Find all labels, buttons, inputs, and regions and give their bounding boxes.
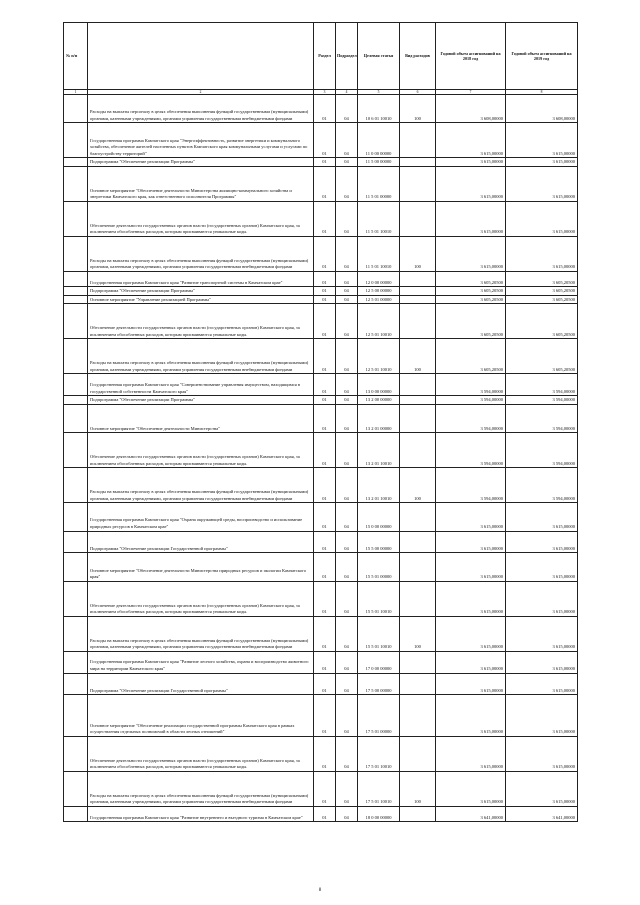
row-razdel: 01	[314, 503, 336, 531]
row-description: Основное мероприятие "Обеспечение деятельности Министерства природных ресурсов и экологии Камчатского края"	[88, 553, 314, 581]
row-razdel: 01	[314, 396, 336, 405]
row-expense-type	[400, 304, 436, 339]
row-description: Подпрограмма "Обеспечение реализации Государственной программы"	[88, 531, 314, 553]
row-number	[64, 123, 88, 158]
table-row	[64, 236, 578, 271]
row-podrazdel: 04	[336, 166, 358, 201]
row-number	[64, 651, 88, 673]
row-podrazdel: 04	[336, 433, 358, 468]
row-podrazdel: 04	[336, 271, 358, 286]
row-volume-2018: 3 605,20500	[436, 271, 506, 286]
row-razdel: 01	[314, 468, 336, 503]
column-number: 6	[400, 90, 436, 95]
row-volume-2018: 3 615,00000	[436, 531, 506, 553]
table-row	[64, 271, 578, 286]
row-razdel: 01	[314, 295, 336, 304]
header-volume-2018: Годовой объем ассигнований на 2018 год	[436, 23, 506, 90]
row-podrazdel: 04	[336, 503, 358, 531]
row-razdel: 01	[314, 404, 336, 432]
row-description: Основное мероприятие "Обеспечение деятельности Министерства"	[88, 404, 314, 432]
row-target-article: 18 0 00 00000	[358, 806, 400, 821]
row-razdel: 01	[314, 433, 336, 468]
row-razdel: 01	[314, 673, 336, 695]
table-row	[64, 201, 578, 236]
row-number	[64, 287, 88, 296]
row-podrazdel: 04	[336, 806, 358, 821]
row-number	[64, 374, 88, 396]
row-volume-2019: 3 594,00000	[506, 468, 578, 503]
row-volume-2019: 3 615,00000	[506, 123, 578, 158]
budget-table-sheet	[63, 22, 577, 822]
row-target-article: 10 6 01 10010	[358, 95, 400, 123]
row-volume-2018: 3 615,00000	[436, 503, 506, 531]
row-description: Основное мероприятие "Обеспечение деятельности Министерства жилищно-коммунального хозяйства и энергетики Камчатского края, как ответственного исполнителя Программы"	[88, 166, 314, 201]
row-volume-2019: 3 605,20500	[506, 271, 578, 286]
row-volume-2019: 3 605,20500	[506, 339, 578, 374]
row-volume-2018: 3 594,00000	[436, 396, 506, 405]
row-number	[64, 468, 88, 503]
row-podrazdel: 04	[336, 95, 358, 123]
row-volume-2019: 3 594,00000	[506, 374, 578, 396]
row-podrazdel: 04	[336, 581, 358, 616]
column-number: 5	[358, 90, 400, 95]
row-volume-2018: 3 615,00000	[436, 771, 506, 806]
row-razdel: 01	[314, 287, 336, 296]
row-expense-type	[400, 287, 436, 296]
row-expense-type	[400, 166, 436, 201]
row-podrazdel: 04	[336, 736, 358, 771]
row-description: Обеспечение деятельности государственных органов власти (государственных органов) Камчатского края, за исключением обособленных расходов, которым присваиваются уникальные коды.	[88, 433, 314, 468]
row-target-article: 12 5 01 10010	[358, 339, 400, 374]
table-row	[64, 651, 578, 673]
row-podrazdel: 04	[336, 531, 358, 553]
row-description: Государственная программа Камчатского края "Энергоэффективность, развитие энергетики и коммунального хозяйства, обеспечение жителей населенных пунктов Камчатского края коммунальными услугами и услугами по благоустройству территорий"	[88, 123, 314, 158]
row-volume-2019: 3 615,00000	[506, 651, 578, 673]
row-expense-type: 100	[400, 616, 436, 651]
row-expense-type	[400, 158, 436, 167]
row-razdel: 01	[314, 771, 336, 806]
row-volume-2018: 3 605,20500	[436, 339, 506, 374]
row-razdel: 01	[314, 581, 336, 616]
header-volume-2019: Годовой объем ассигнований на 2019 год	[506, 23, 578, 90]
row-expense-type	[400, 673, 436, 695]
row-volume-2019: 3 605,20500	[506, 304, 578, 339]
row-number	[64, 806, 88, 821]
column-number: 7	[436, 90, 506, 95]
row-description: Основное мероприятие "Обеспечение реализации государственной программы Камчатского края в рамках осуществления отдельных полномочий в области лесных отношений"	[88, 695, 314, 737]
row-description: Обеспечение деятельности государственных органов власти (государственных органов) Камчатского края, за исключением обособленных расходов, которым присваиваются уникальные коды.	[88, 304, 314, 339]
row-volume-2018: 3 615,00000	[436, 651, 506, 673]
row-razdel: 01	[314, 158, 336, 167]
row-volume-2019: 3 615,00000	[506, 673, 578, 695]
row-volume-2019: 3 615,00000	[506, 553, 578, 581]
row-volume-2018: 3 615,00000	[436, 736, 506, 771]
row-razdel: 01	[314, 304, 336, 339]
row-volume-2019: 3 615,00000	[506, 236, 578, 271]
row-number	[64, 695, 88, 737]
row-expense-type	[400, 404, 436, 432]
table-row	[64, 295, 578, 304]
row-target-article: 17 0 00 00000	[358, 651, 400, 673]
row-expense-type	[400, 374, 436, 396]
header-target-article: Целевая статья	[358, 23, 400, 90]
row-description: Расходы на выплаты персоналу в целях обеспечения выполнения функций государственными (муниципальными) органами, казенными учреждениями, органами управления государственными внебюджетными фондами	[88, 771, 314, 806]
table-body	[64, 95, 578, 822]
budget-table	[63, 22, 578, 822]
row-number	[64, 433, 88, 468]
row-expense-type	[400, 581, 436, 616]
row-expense-type	[400, 201, 436, 236]
row-volume-2019: 3 615,00000	[506, 158, 578, 167]
row-expense-type	[400, 396, 436, 405]
row-podrazdel: 04	[336, 616, 358, 651]
row-target-article: 15 5 01 10010	[358, 616, 400, 651]
row-target-article: 15 5 00 00000	[358, 531, 400, 553]
row-expense-type	[400, 433, 436, 468]
table-row	[64, 695, 578, 737]
table-row	[64, 616, 578, 651]
header-razdel: Раздел	[314, 23, 336, 90]
page-number: 8	[318, 888, 322, 893]
row-razdel: 01	[314, 374, 336, 396]
row-volume-2019: 3 608,00000	[506, 95, 578, 123]
column-number: 2	[88, 90, 314, 95]
row-volume-2019: 3 615,00000	[506, 531, 578, 553]
column-number: 8	[506, 90, 578, 95]
row-target-article: 15 5 01 00000	[358, 553, 400, 581]
row-number	[64, 404, 88, 432]
row-volume-2019: 3 594,00000	[506, 396, 578, 405]
row-target-article: 13 0 00 00000	[358, 374, 400, 396]
row-podrazdel: 04	[336, 673, 358, 695]
row-volume-2018: 3 615,00000	[436, 553, 506, 581]
row-expense-type: 100	[400, 95, 436, 123]
row-number	[64, 295, 88, 304]
row-volume-2019: 3 615,00000	[506, 771, 578, 806]
row-volume-2018: 3 594,00000	[436, 468, 506, 503]
row-description: Государственная программа Камчатского края "Развитие внутреннего и въездного туризма в Камчатском крае"	[88, 806, 314, 821]
row-volume-2019: 3 615,00000	[506, 616, 578, 651]
row-podrazdel: 04	[336, 695, 358, 737]
row-target-article: 12 5 00 00000	[358, 287, 400, 296]
header-description	[88, 23, 314, 90]
row-target-article: 17 5 01 10010	[358, 736, 400, 771]
row-podrazdel: 04	[336, 468, 358, 503]
row-expense-type	[400, 736, 436, 771]
row-volume-2019: 3 594,00000	[506, 433, 578, 468]
row-razdel: 01	[314, 123, 336, 158]
row-description: Подпрограмма "Обеспечение реализации Программы"	[88, 287, 314, 296]
row-target-article: 11 5 01 10010	[358, 236, 400, 271]
row-description: Обеспечение деятельности государственных органов власти (государственных органов) Камчатского края, за исключением обособленных расходов, которым присваиваются уникальные коды.	[88, 581, 314, 616]
row-volume-2018: 3 615,00000	[436, 236, 506, 271]
row-volume-2018: 3 594,00000	[436, 374, 506, 396]
table-row	[64, 123, 578, 158]
row-description: Государственная программа Камчатского края "Развитие лесного хозяйства, охрана и воспроизводство животного мира на территории Камчатского края"	[88, 651, 314, 673]
row-number	[64, 158, 88, 167]
header-num: № п/п	[64, 23, 88, 90]
row-target-article: 12 5 01 00000	[358, 295, 400, 304]
row-number	[64, 236, 88, 271]
row-volume-2018: 3 594,00000	[436, 404, 506, 432]
row-target-article: 17 5 01 00000	[358, 695, 400, 737]
row-target-article: 13 2 01 10010	[358, 433, 400, 468]
table-row	[64, 166, 578, 201]
row-number	[64, 271, 88, 286]
row-razdel: 01	[314, 651, 336, 673]
row-target-article: 13 2 01 10010	[358, 468, 400, 503]
row-podrazdel: 04	[336, 123, 358, 158]
row-description: Основное мероприятие "Управление реализацией Программы"	[88, 295, 314, 304]
row-expense-type	[400, 531, 436, 553]
row-target-article: 11 0 00 00000	[358, 123, 400, 158]
row-razdel: 01	[314, 95, 336, 123]
header-podrazdel: Подраздел	[336, 23, 358, 90]
row-razdel: 01	[314, 695, 336, 737]
row-number	[64, 581, 88, 616]
row-volume-2018: 3 615,00000	[436, 673, 506, 695]
table-row	[64, 95, 578, 123]
row-expense-type	[400, 553, 436, 581]
row-target-article: 11 5 01 00000	[358, 166, 400, 201]
table-row	[64, 396, 578, 405]
row-volume-2018: 3 608,00000	[436, 95, 506, 123]
row-target-article: 12 5 01 10010	[358, 304, 400, 339]
row-expense-type	[400, 695, 436, 737]
row-razdel: 01	[314, 806, 336, 821]
row-number	[64, 166, 88, 201]
row-volume-2018: 3 615,00000	[436, 695, 506, 737]
row-description: Подпрограмма "Обеспечение реализации Программы"	[88, 158, 314, 167]
row-volume-2019: 3 615,00000	[506, 695, 578, 737]
header-expense-type: Вид расходов	[400, 23, 436, 90]
row-expense-type	[400, 503, 436, 531]
table-row	[64, 503, 578, 531]
row-number	[64, 95, 88, 123]
row-razdel: 01	[314, 736, 336, 771]
row-number	[64, 201, 88, 236]
row-volume-2019: 3 615,00000	[506, 503, 578, 531]
row-description: Расходы на выплаты персоналу в целях обеспечения выполнения функций государственными (муниципальными) органами, казенными учреждениями, органами управления государственными внебюджетными фондами	[88, 339, 314, 374]
row-podrazdel: 04	[336, 236, 358, 271]
row-number	[64, 503, 88, 531]
table-row	[64, 374, 578, 396]
row-podrazdel: 04	[336, 553, 358, 581]
row-target-article: 13 2 00 00000	[358, 396, 400, 405]
row-number	[64, 304, 88, 339]
row-volume-2019: 3 615,00000	[506, 736, 578, 771]
row-razdel: 01	[314, 553, 336, 581]
row-expense-type: 100	[400, 236, 436, 271]
row-podrazdel: 04	[336, 404, 358, 432]
row-number	[64, 531, 88, 553]
row-volume-2018: 3 615,00000	[436, 166, 506, 201]
row-expense-type	[400, 123, 436, 158]
row-razdel: 01	[314, 339, 336, 374]
row-volume-2019: 3 641,00000	[506, 806, 578, 821]
row-description: Обеспечение деятельности государственных органов власти (государственных органов) Камчатского края, за исключением обособленных расходов, которым присваиваются уникальные коды.	[88, 201, 314, 236]
row-expense-type	[400, 651, 436, 673]
row-volume-2019: 3 615,00000	[506, 581, 578, 616]
row-volume-2018: 3 594,00000	[436, 433, 506, 468]
row-podrazdel: 04	[336, 339, 358, 374]
table-row	[64, 673, 578, 695]
table-row	[64, 304, 578, 339]
row-target-article: 12 0 00 00000	[358, 271, 400, 286]
table-row	[64, 339, 578, 374]
row-volume-2018: 3 615,00000	[436, 581, 506, 616]
row-volume-2018: 3 641,00000	[436, 806, 506, 821]
row-target-article: 17 5 00 00000	[358, 673, 400, 695]
row-razdel: 01	[314, 616, 336, 651]
row-podrazdel: 04	[336, 651, 358, 673]
row-description: Обеспечение деятельности государственных органов власти (государственных органов) Камчатского края, за исключением обособленных расходов, которым присваиваются уникальные коды.	[88, 736, 314, 771]
row-expense-type	[400, 271, 436, 286]
row-description: Расходы на выплаты персоналу в целях обеспечения выполнения функций государственными (муниципальными) органами, казенными учреждениями, органами управления государственными внебюджетными фондами	[88, 95, 314, 123]
row-number	[64, 553, 88, 581]
table-row	[64, 158, 578, 167]
row-razdel: 01	[314, 236, 336, 271]
row-description: Подпрограмма "Обеспечение реализации Государственной программы"	[88, 673, 314, 695]
row-number	[64, 396, 88, 405]
table-row	[64, 404, 578, 432]
row-volume-2019: 3 605,20500	[506, 287, 578, 296]
row-volume-2018: 3 615,00000	[436, 616, 506, 651]
row-podrazdel: 04	[336, 374, 358, 396]
row-volume-2018: 3 605,20500	[436, 295, 506, 304]
row-number	[64, 339, 88, 374]
row-expense-type: 100	[400, 468, 436, 503]
row-volume-2019: 3 605,20500	[506, 295, 578, 304]
row-number	[64, 771, 88, 806]
row-number	[64, 673, 88, 695]
table-row	[64, 553, 578, 581]
column-number: 1	[64, 90, 88, 95]
table-row	[64, 581, 578, 616]
row-podrazdel: 04	[336, 287, 358, 296]
row-razdel: 01	[314, 531, 336, 553]
row-expense-type	[400, 806, 436, 821]
table-row	[64, 433, 578, 468]
row-description: Расходы на выплаты персоналу в целях обеспечения выполнения функций государственными (муниципальными) органами, казенными учреждениями, органами управления государственными внебюджетными фондами	[88, 468, 314, 503]
row-volume-2019: 3 594,00000	[506, 404, 578, 432]
row-podrazdel: 04	[336, 201, 358, 236]
row-expense-type: 100	[400, 339, 436, 374]
table-row	[64, 771, 578, 806]
row-target-article: 17 5 01 10010	[358, 771, 400, 806]
row-description: Подпрограмма "Обеспечение реализации Программы"	[88, 396, 314, 405]
row-expense-type: 100	[400, 771, 436, 806]
table-row	[64, 806, 578, 821]
column-number: 4	[336, 90, 358, 95]
row-volume-2019: 3 615,00000	[506, 166, 578, 201]
table-row	[64, 468, 578, 503]
header-row	[64, 23, 578, 90]
column-number: 3	[314, 90, 336, 95]
row-number	[64, 736, 88, 771]
row-expense-type	[400, 295, 436, 304]
row-target-article: 13 2 01 00000	[358, 404, 400, 432]
row-podrazdel: 04	[336, 304, 358, 339]
row-volume-2019: 3 615,00000	[506, 201, 578, 236]
row-target-article: 11 5 00 00000	[358, 158, 400, 167]
row-volume-2018: 3 615,00000	[436, 123, 506, 158]
row-number	[64, 616, 88, 651]
row-target-article: 11 5 01 10010	[358, 201, 400, 236]
row-razdel: 01	[314, 201, 336, 236]
row-description: Государственная программа Камчатского края "Развитие транспортной системы в Камчатском крае"	[88, 271, 314, 286]
row-volume-2018: 3 605,20500	[436, 304, 506, 339]
table-row	[64, 736, 578, 771]
row-description: Расходы на выплаты персоналу в целях обеспечения выполнения функций государственными (муниципальными) органами, казенными учреждениями, органами управления государственными внебюджетными фондами	[88, 616, 314, 651]
table-row	[64, 287, 578, 296]
row-description: Государственная программа Камчатского края "Охрана окружающей среды, воспроизводство и использование природных ресурсов в Камчатском крае"	[88, 503, 314, 531]
row-podrazdel: 04	[336, 295, 358, 304]
row-volume-2018: 3 615,00000	[436, 201, 506, 236]
row-volume-2018: 3 605,20500	[436, 287, 506, 296]
row-razdel: 01	[314, 166, 336, 201]
row-volume-2018: 3 615,00000	[436, 158, 506, 167]
row-podrazdel: 04	[336, 771, 358, 806]
row-podrazdel: 04	[336, 158, 358, 167]
row-podrazdel: 04	[336, 396, 358, 405]
row-target-article: 15 5 01 10010	[358, 581, 400, 616]
table-row	[64, 531, 578, 553]
row-description: Расходы на выплаты персоналу в целях обеспечения выполнения функций государственными (муниципальными) органами, казенными учреждениями, органами управления государственными внебюджетными фондами	[88, 236, 314, 271]
row-target-article: 15 0 00 00000	[358, 503, 400, 531]
row-razdel: 01	[314, 271, 336, 286]
row-description: Государственная программа Камчатского края "Совершенствование управления имуществом, находящимся в государственной собственности Камчатского края"	[88, 374, 314, 396]
